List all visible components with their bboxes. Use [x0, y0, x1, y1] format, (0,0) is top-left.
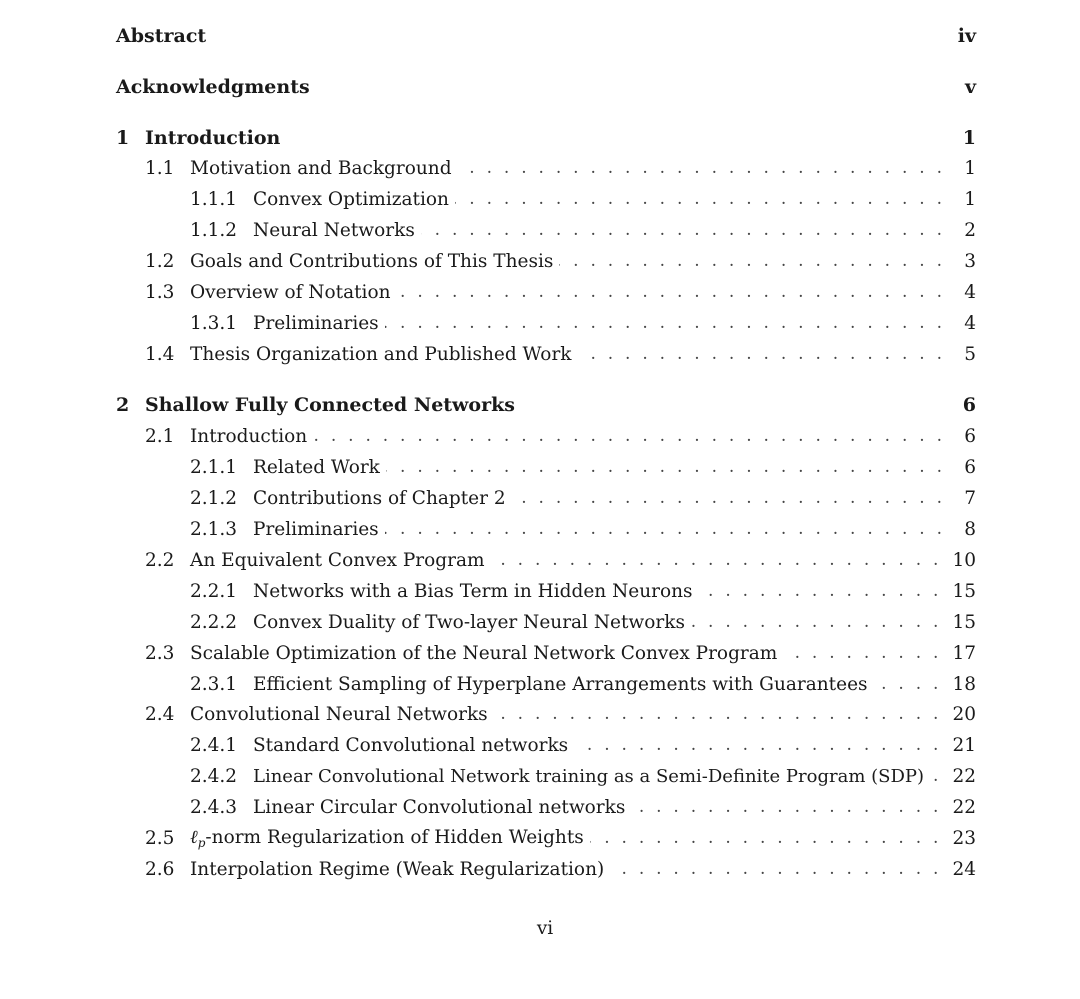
- toc-subsection-2-2-1[interactable]: [116, 576, 976, 606]
- toc-number: 2.2: [145, 549, 175, 571]
- toc-title: Linear Circular Convolutional networks: [253, 796, 626, 818]
- toc-subsection-2-1-2[interactable]: [116, 483, 976, 513]
- toc-page: v: [964, 76, 976, 98]
- toc-number: 1: [116, 127, 130, 149]
- toc-title: Shallow Fully Connected Networks: [145, 394, 515, 416]
- toc-number: 1.4: [145, 343, 175, 365]
- toc-number: 2.5: [145, 827, 175, 849]
- dot-leader: [874, 674, 939, 694]
- toc-chapter-1[interactable]: [116, 123, 976, 153]
- toc-page: 24: [952, 858, 976, 880]
- toc-title: Thesis Organization and Published Work: [190, 343, 572, 365]
- toc-title: An Equivalent Convex Program: [190, 549, 485, 571]
- toc-title: Preliminaries: [253, 312, 379, 334]
- dot-leader: [491, 550, 939, 570]
- toc-page: iv: [957, 25, 976, 47]
- toc-page: 6: [964, 456, 976, 478]
- toc-page: 1: [962, 127, 976, 149]
- toc-page: 10: [952, 549, 976, 571]
- toc-page: 7: [964, 487, 976, 509]
- toc-page: 22: [952, 796, 976, 818]
- toc-section-1-4[interactable]: [116, 339, 976, 369]
- toc-section-1-2[interactable]: [116, 246, 976, 276]
- toc-page: 20: [952, 703, 976, 725]
- toc-title: Overview of Notation: [190, 281, 391, 303]
- toc-number: 2.2.2: [190, 611, 238, 633]
- toc-title: Contributions of Chapter 2: [253, 487, 506, 509]
- toc-title: Related Work: [253, 456, 380, 478]
- toc-number: 1.1.2: [190, 219, 238, 241]
- page-number-footer: vi: [536, 918, 554, 939]
- toc-title: Interpolation Regime (Weak Regularization): [190, 858, 605, 880]
- toc-chapter-2[interactable]: [116, 390, 976, 420]
- toc-page: 15: [952, 611, 976, 633]
- toc-number: 2.1.1: [190, 456, 238, 478]
- toc-title: Acknowledgments: [116, 76, 310, 98]
- toc-title: Goals and Contributions of This Thesis: [190, 250, 554, 272]
- toc-section-2-3[interactable]: [116, 638, 976, 668]
- toc-subsection-1-1-2[interactable]: [116, 215, 976, 245]
- toc-subsection-2-4-2[interactable]: [116, 761, 976, 791]
- toc-page: 15: [952, 580, 976, 602]
- dot-leader: [783, 643, 938, 663]
- toc-section-2-6[interactable]: [116, 854, 976, 884]
- toc-title: Introduction: [190, 425, 308, 447]
- toc-number: 2.4.2: [190, 765, 238, 787]
- toc-number: 2.6: [145, 858, 175, 880]
- toc-title: Linear Convolutional Network training as a Semi-Definite Program (SDP): [253, 765, 925, 787]
- toc-title: Networks with a Bias Term in Hidden Neurons: [253, 580, 693, 602]
- dot-leader: [385, 313, 942, 333]
- toc-title: Efficient Sampling of Hyperplane Arrangements with Guarantees: [253, 673, 868, 695]
- toc-page: 21: [952, 734, 976, 756]
- toc-subsection-2-4-3[interactable]: [116, 792, 976, 822]
- dot-leader: [699, 581, 939, 601]
- toc-page: 4: [964, 281, 976, 303]
- toc-number: 1.2: [145, 250, 175, 272]
- toc-number: 2: [116, 394, 130, 416]
- toc-title: Preliminaries: [253, 518, 379, 540]
- toc-number: 2.1.3: [190, 518, 238, 540]
- toc-subsection-2-1-1[interactable]: [116, 452, 976, 482]
- toc-page: 4: [964, 312, 976, 334]
- toc-number: 2.3: [145, 642, 175, 664]
- toc-title: Convex Duality of Two-layer Neural Networks: [253, 611, 685, 633]
- dot-leader: [930, 766, 938, 786]
- toc-page: 1: [964, 157, 976, 179]
- toc-section-2-4[interactable]: [116, 699, 976, 729]
- toc-title: Standard Convolutional networks: [253, 734, 569, 756]
- toc-page: 2: [964, 219, 976, 241]
- toc-number: 1.1: [145, 157, 175, 179]
- toc-title: Convolutional Neural Networks: [190, 703, 488, 725]
- toc-number: 2.2.1: [190, 580, 238, 602]
- toc-page: 22: [952, 765, 976, 787]
- toc-subsection-2-2-2[interactable]: [116, 607, 976, 637]
- toc-section-1-3[interactable]: [116, 277, 976, 307]
- toc-subsection-1-3-1[interactable]: [116, 308, 976, 338]
- toc-subsection-2-1-3[interactable]: [116, 514, 976, 544]
- toc-title: Scalable Optimization of the Neural Network Convex Program: [190, 642, 778, 664]
- toc-page: 5: [964, 343, 976, 365]
- toc-number: 1.1.1: [190, 188, 238, 210]
- toc-section-2-2[interactable]: [116, 545, 976, 575]
- toc-page: 6: [964, 425, 976, 447]
- dot-leader: [512, 488, 942, 508]
- toc-subsection-2-3-1[interactable]: [116, 669, 976, 699]
- dot-leader: [610, 859, 938, 879]
- dot-leader: [574, 735, 938, 755]
- toc-number: 2.4: [145, 703, 175, 725]
- toc-title: Abstract: [116, 25, 207, 47]
- dot-leader: [458, 158, 942, 178]
- toc-section-1-1[interactable]: [116, 153, 976, 183]
- toc-section-2-1[interactable]: [116, 421, 976, 451]
- dot-leader: [691, 612, 939, 632]
- dot-leader: [590, 828, 939, 848]
- toc-entry-abstract[interactable]: [116, 21, 976, 51]
- dot-leader: [631, 797, 938, 817]
- toc-page: 8: [964, 518, 976, 540]
- toc-title: [190, 827, 590, 850]
- toc-page: 3: [964, 250, 976, 272]
- toc-title: Neural Networks: [253, 219, 415, 241]
- dot-leader: [313, 426, 942, 446]
- dot-leader: [397, 282, 942, 302]
- dot-leader: [578, 344, 943, 364]
- dot-leader: [386, 457, 942, 477]
- toc-title: Introduction: [145, 127, 281, 149]
- toc-number: 2.1.2: [190, 487, 238, 509]
- toc-page: 1: [964, 188, 976, 210]
- dot-leader: [455, 189, 942, 209]
- toc-subsection-1-1-1[interactable]: [116, 184, 976, 214]
- dot-leader: [385, 519, 942, 539]
- toc-subsection-2-4-1[interactable]: [116, 730, 976, 760]
- toc-number: 2.4.1: [190, 734, 238, 756]
- toc-title: Motivation and Background: [190, 157, 452, 179]
- dot-leader: [421, 220, 942, 240]
- toc-number: 1.3: [145, 281, 175, 303]
- toc-title-text: -norm Regularization of Hidden Weights: [205, 826, 584, 848]
- toc-title: Convex Optimization: [253, 188, 449, 210]
- toc-entry-acknowledgments[interactable]: [116, 72, 976, 102]
- toc-page: 18: [952, 673, 976, 695]
- toc-page: 6: [962, 394, 976, 416]
- toc-number: 2.4.3: [190, 796, 238, 818]
- dot-leader: [559, 251, 942, 271]
- dot-leader: [494, 704, 939, 724]
- toc-page: 17: [952, 642, 976, 664]
- toc-number: 2.1: [145, 425, 175, 447]
- ell-symbol: ℓ: [190, 826, 198, 848]
- subscript-p: p: [197, 835, 206, 850]
- toc-page: 23: [952, 827, 976, 849]
- toc-section-2-5[interactable]: [116, 823, 976, 853]
- toc-number: 1.3.1: [190, 312, 238, 334]
- toc-number: 2.3.1: [190, 673, 238, 695]
